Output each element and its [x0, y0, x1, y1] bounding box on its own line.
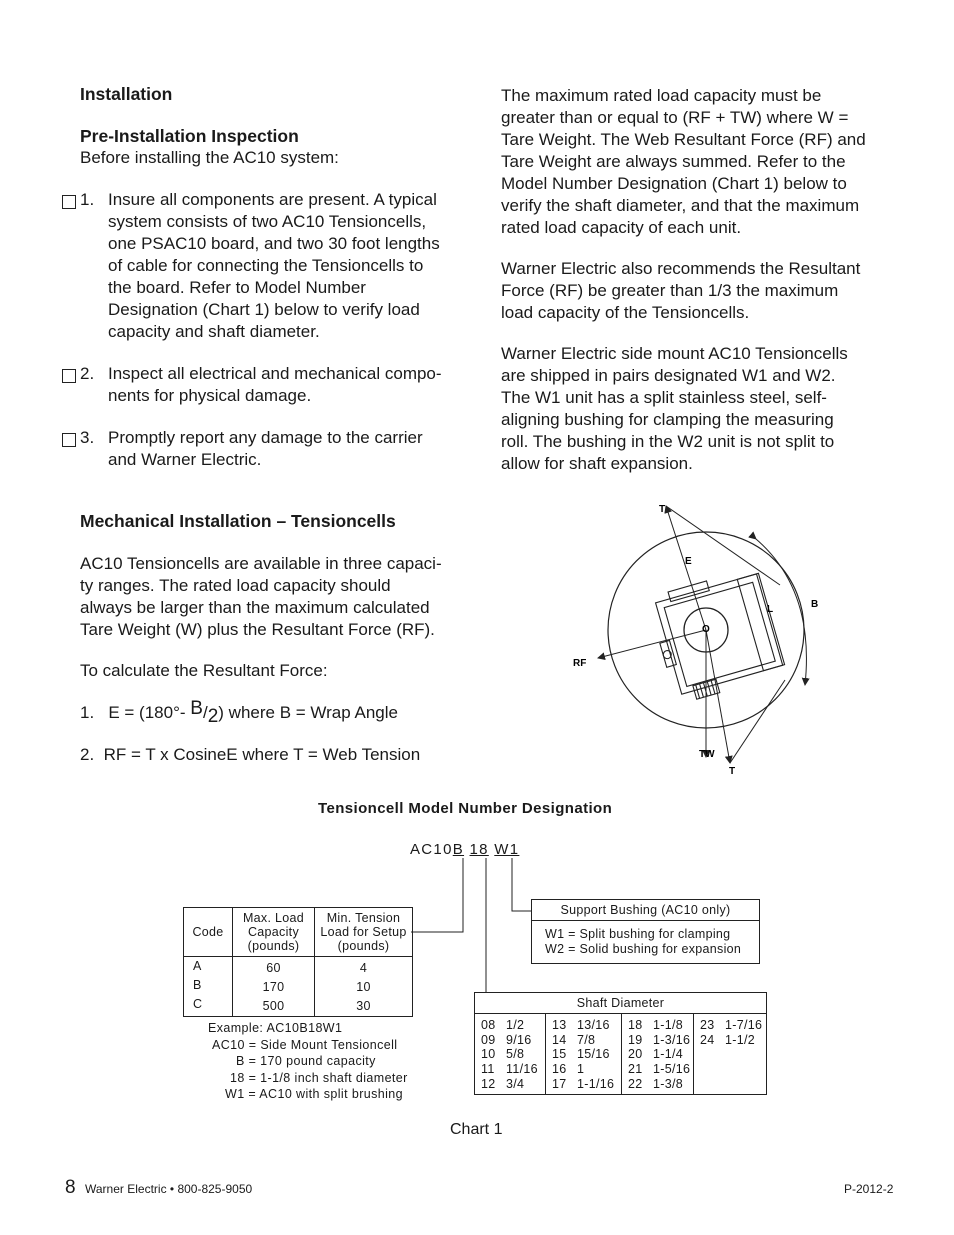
shaft-row: 13 13/16: [552, 1018, 610, 1032]
item-number: 2.: [80, 364, 95, 383]
shaft-row: 19 1-3/16: [628, 1032, 691, 1047]
shaft-row: 14 7/8: [552, 1032, 596, 1047]
tensioncell-force-diagram: [560, 495, 850, 785]
capacity-code-table: [183, 907, 413, 1017]
shaft-row: 16 1: [552, 1062, 585, 1077]
mech-paragraph: AC10 Tensioncells are available in three capaci- ty ranges. The rated load capacity should always be larger than the maximum calculated Tare Weight (W) plus the Resultant Force (RF).: [80, 554, 442, 639]
checkbox-item-2[interactable]: [62, 369, 76, 383]
formula-step-1: 1. E = (180°- B/2) where B = Wrap Angle: [80, 698, 398, 727]
footer-doc-number: P-2012-2: [844, 1182, 894, 1196]
shaft-row: 24 1-1/2: [700, 1032, 755, 1047]
shaft-row: 09 9/16: [481, 1032, 532, 1047]
right-paragraph-3: Warner Electric side mount AC10 Tensioncells are shipped in pairs designated W1 and W2. The W1 unit has a split stainless steel, self- aligning bushing for clamping the measuring roll. The bushing in the W2 unit is not split to allow for shaft expansion.: [501, 344, 848, 473]
label-l: L: [767, 604, 774, 615]
item-number: 1.: [80, 190, 95, 209]
header-code: Code: [184, 908, 233, 957]
shaft-row: 17 1-1/16: [552, 1076, 615, 1091]
shaft-diameter-title: Shaft Diameter: [475, 993, 766, 1014]
label-t-top: T: [659, 504, 666, 515]
shaft-row: 23 1-7/16: [700, 1018, 763, 1032]
header-max-load: Max. Load Capacity (pounds): [233, 908, 315, 957]
calc-intro: To calculate the Resultant Force:: [80, 661, 328, 680]
shaft-column: [694, 1014, 764, 1094]
connector-lines: [400, 855, 550, 995]
support-bushing-title: Support Bushing (AC10 only): [532, 900, 759, 921]
subheading-pre-installation: Pre-Installation Inspection: [80, 126, 299, 146]
checkbox-item-1[interactable]: [62, 195, 76, 209]
page-number: 8: [65, 1177, 76, 1198]
section-heading-installation: Installation: [80, 84, 173, 104]
shaft-row: 22 1-3/8: [628, 1076, 683, 1091]
tension-line-bottom: [706, 630, 730, 763]
chart-title: Tensioncell Model Number Designation: [318, 800, 613, 817]
shaft-column: [622, 1014, 694, 1094]
label-t-bottom: T: [729, 766, 736, 777]
item-number: 3.: [80, 428, 95, 447]
model-number: AC10B 18 W1: [410, 841, 520, 858]
shaft-row: 21 1-5/16: [628, 1062, 691, 1077]
right-paragraph-2: Warner Electric also recommends the Resultant Force (RF) be greater than 1/3 the maximum load capacity of the Tensioncells.: [501, 259, 861, 322]
label-e: E: [685, 556, 692, 567]
formula-step-2: 2. RF = T x CosineE where T = Web Tension: [80, 745, 421, 764]
shaft-row: 18 1-1/8: [628, 1018, 683, 1032]
shaft-row: 12 3/4: [481, 1076, 525, 1091]
shaft-row: 11 11/16: [481, 1062, 538, 1077]
max-load-column: 60 170 500: [233, 957, 315, 1017]
label-rf: RF: [573, 658, 587, 669]
min-tension-column: 4 10 30: [315, 957, 413, 1017]
checklist-item-text: Insure all components are present. A typical system consists of two AC10 Tensioncells, one PSAC10 board, and two 30 foot lengths of cable for connecting the Tensioncells to the board. Refer to Model Number Designation (Chart 1) below to verify load capacity and shaft diameter.: [108, 190, 440, 341]
wrap-angle-arc: [756, 539, 806, 685]
bushing-w1: W1 = Split bushing for clamping: [545, 927, 731, 941]
shaft-row: 08 1/2: [481, 1018, 525, 1032]
support-bushing-box: [531, 899, 760, 964]
shaft-row: 10 5/8: [481, 1047, 525, 1062]
example-block: Example: AC10B18W1 AC10 = Side Mount Tensioncell B = 170 pound capacity 18 = 1-1/8 inch shaft diameter W1 = AC10 with split brushing: [208, 1021, 408, 1102]
tension-line-top: [666, 506, 706, 630]
label-o: O: [702, 624, 710, 635]
right-paragraph-1: The maximum rated load capacity must be greater than or equal to (RF + TW) where W = Tare Weight. The Web Resultant Force (RF) and Tare Weight are always summed. Refer to the Model Number Designation (Chart 1) below to verify the shaft diameter, and that the maximum rated load capacity of each unit.: [501, 86, 866, 237]
shaft-column: [475, 1014, 546, 1094]
codes-column: A B C: [184, 957, 233, 1017]
label-b: B: [811, 599, 819, 610]
tangent-line-bottom: [730, 680, 785, 763]
checklist-item-text: Inspect all electrical and mechanical compo- nents for physical damage.: [108, 364, 442, 405]
footer-company: Warner Electric • 800-825-9050: [85, 1182, 253, 1196]
intro-text: Before installing the AC10 system:: [80, 148, 339, 167]
checklist-item-text: Promptly report any damage to the carrier and Warner Electric.: [108, 428, 423, 469]
subheading-mechanical-installation: Mechanical Installation – Tensioncells: [80, 511, 396, 531]
checkbox-item-3[interactable]: [62, 433, 76, 447]
bushing-w2: W2 = Solid bushing for expansion: [545, 942, 742, 956]
shaft-diameter-table: [474, 992, 767, 1095]
shaft-row: 20 1-1/4: [628, 1047, 683, 1062]
shaft-column: [546, 1014, 622, 1094]
shaft-row: 15 15/16: [552, 1047, 610, 1062]
header-min-tension: Min. Tension Load for Setup (pounds): [315, 908, 413, 957]
label-tw: TW: [699, 749, 715, 760]
chart-caption: Chart 1: [450, 1121, 503, 1138]
